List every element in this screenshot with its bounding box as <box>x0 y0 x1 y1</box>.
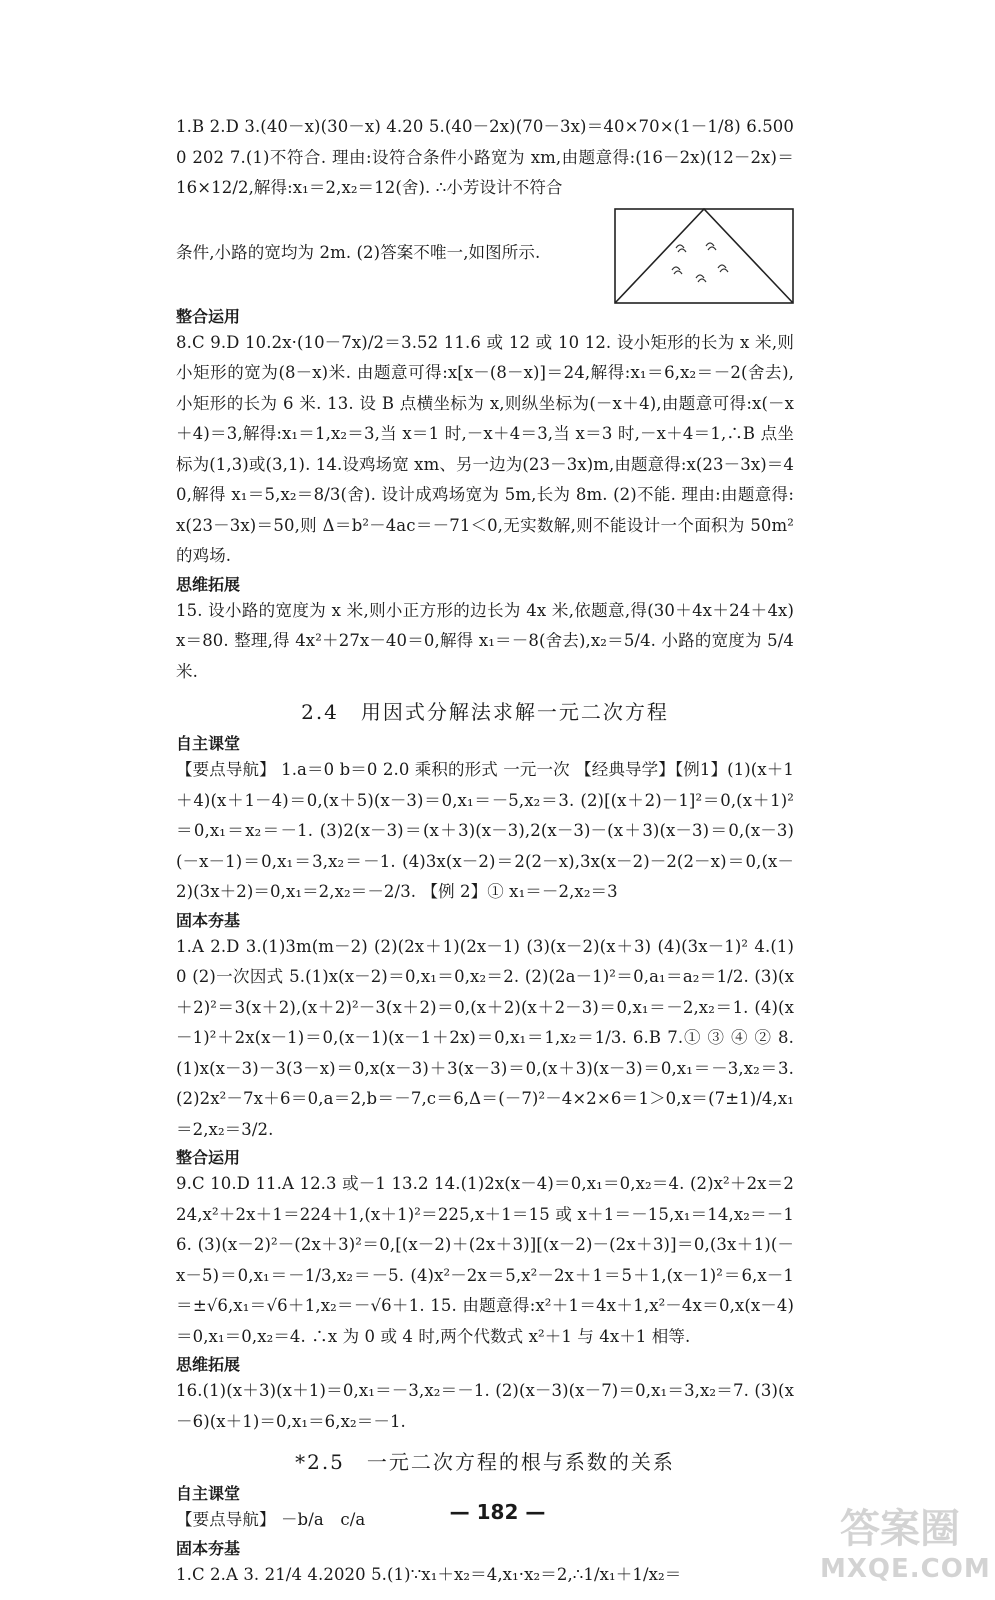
figure-rectangle <box>615 209 793 303</box>
q7-row <box>176 204 794 304</box>
answer-q15: 15. 设小路的宽度为 x 米,则小正方形的边长为 4x 米,依题意,得(30＋4x＋24＋4x)x＝80. 整理,得 4x²＋27x－40＝0,解得 x₁＝－8(舍去),x₂＝5/4. 小路的宽度为 5/4 米. <box>176 600 794 681</box>
answers-q1-8-foundation: 1.A 2.D 3.(1)3m(m－2) (2)(2x＋1)(2x－1) (3)(x－2)(x＋3) (4)(3x－1)² 4.(1)0 (2)一次因式 5.(1)x(x－2)＝0,x₁＝0,x₂＝2. (2)(2a－1)²＝0,a₁＝a₂＝1/2. (3)(x＋2)²＝3(x＋2),(x＋2)²－3(x＋2)＝0,(x＋2)(x＋2－3)＝0,x₁＝－2,x₂＝1. (4)(x－1)²＋2x(x－1)＝0,(x－1)(x－1＋2x)＝0,x₁＝1,x₂＝1/3. 6.B 7.① ③ ④ ② 8.(1)x(x－3)－3(3－x)＝0,x(x－3)＋3(x－3)＝0,(x＋3)(x－3)＝0,x₁＝－3,x₂＝3. (2)2x²－7x＋6＝0,a＝2,b＝－7,c＝6,Δ＝(－7)²－4×2×6＝1＞0,x＝(7±1)/4,x₁＝2,x₂＝3/2. <box>176 936 794 1139</box>
section-header-integrated-2: 整合运用 <box>176 1148 241 1167</box>
answers-key-points-examples: 【要点导航】 1.a＝0 b＝0 2.0 乘积的形式 一元一次 【经典导学】【例1】(1)(x＋1＋4)(x＋1－4)＝0,(x＋5)(x－3)＝0,x₁＝－5,x₂＝3. (2)[(x＋2)－1]²＝0,(x＋1)²＝0,x₁＝x₂＝－1. (3)2(x－3)＝(x＋3)(x－3),2(x－3)－(x＋3)(x－3)＝0,(x－3)(－x－1)＝0,x₁＝3,x₂＝－1. (4)3x(x－2)＝2(2－x),3x(x－2)－2(2－x)＝0,(x－2)(3x＋2)＝0,x₁＝2,x₂＝－2/3. 【例 2】① x₁＝－2,x₂＝3 <box>176 760 794 901</box>
figure-triangle-paths <box>615 209 793 303</box>
grass-icon <box>672 243 728 282</box>
path-design-figure <box>614 208 794 304</box>
section-header-self-study: 自主课堂 <box>176 734 241 753</box>
section-header-foundation-2: 固本夯基 <box>176 1538 241 1558</box>
answers-q1-5-foundation: 1.C 2.A 3. 21/4 4.2020 5.(1)∵x₁＋x₂＝4,x₁·x₂＝2,∴1/x₁＋1/x₂＝ <box>176 1564 682 1584</box>
answer-q16: 16.(1)(x＋3)(x＋1)＝0,x₁＝－3,x₂＝－1. (2)(x－3)(x－7)＝0,x₁＝3,x₂＝7. (3)(x－6)(x＋1)＝0,x₁＝6,x₂＝－1. <box>176 1381 794 1431</box>
watermark-line2: MXQE.COM <box>820 1554 991 1584</box>
answers-q1-7: 1.B 2.D 3.(40－x)(30－x) 4.20 5.(40－2x)(70－3x)＝40×70×(1－1/8) 6.5000 202 7.(1)不符合. 理由:设符合条件小路宽为 xm,由题意得:(16－2x)(12－2x)＝16×12/2,解得:x₁＝2,x₂＝12(舍). ∴小芳设计不符合 <box>176 117 794 197</box>
answer-content <box>176 112 794 1590</box>
watermark-line1: 答案圈 <box>840 1506 960 1552</box>
answer-q7-part2: 条件,小路的宽均为 2m. (2)答案不唯一,如图所示. <box>176 243 541 263</box>
section-header-foundation: 固本夯基 <box>176 910 241 930</box>
page-number: — 182 — <box>449 1500 546 1524</box>
answers-key-points-2-5: 【要点导航】 －b/a c/a <box>176 1510 366 1529</box>
section-header-integrated: 整合运用 <box>176 306 241 326</box>
section-title-2-5: *2.5 一元二次方程的根与系数的关系 <box>295 1450 675 1474</box>
watermark-logo <box>820 1505 991 1590</box>
section-header-extension: 思维拓展 <box>176 574 241 594</box>
section-title-2-4: 2.4 用因式分解法求解一元二次方程 <box>301 700 669 724</box>
section-header-extension-2: 思维拓展 <box>176 1355 241 1374</box>
section-header-self-study-2: 自主课堂 <box>176 1484 241 1503</box>
answers-q9-15: 9.C 10.D 11.A 12.3 或－1 13.2 14.(1)2x(x－4)＝0,x₁＝0,x₂＝4. (2)x²＋2x＝224,x²＋2x＋1＝224＋1,(x＋1)²＝225,x＋1＝15 或 x＋1＝－15,x₁＝14,x₂＝－16. (3)(x－2)²－(2x＋3)²＝0,[(x－2)＋(2x＋3)][(x－2)－(2x＋3)]＝0,(3x＋1)(－x－5)＝0,x₁＝－1/3,x₂＝－5. (4)x²－2x＝5,x²－2x＋1＝5＋1,(x－1)²＝6,x－1＝±√6,x₁＝√6＋1,x₂＝－√6＋1. 15. 由题意得:x²＋1＝4x＋1,x²－4x＝0,x(x－4)＝0,x₁＝0,x₂＝4. ∴x 为 0 或 4 时,两个代数式 x²＋1 与 4x＋1 相等. <box>176 1174 794 1346</box>
answers-q8-14: 8.C 9.D 10.2x·(10－7x)/2＝3.52 11.6 或 12 或 10 12. 设小矩形的长为 x 米,则小矩形的宽为(8－x)米. 由题意可得:x[x－(8－x)]＝24,解得:x₁＝6,x₂＝－2(舍去),小矩形的长为 6 米. 13. 设 B 点横坐标为 x,则纵坐标为(－x＋4),由题意可得:x(－x＋4)＝3,解得:x₁＝1,x₂＝3,当 x＝1 时,－x＋4＝3,当 x＝3 时,－x＋4＝1,∴B 点坐标为(1,3)或(3,1). 14.设鸡场宽 xm、另一边为(23－3x)m,由题意得:x(23－3x)＝40,解得 x₁＝5,x₂＝8/3(舍). 设计成鸡场宽为 5m,长为 8m. (2)不能. 理由:由题意得:x(23－3x)＝50,则 Δ＝b²－4ac＝－71＜0,无实数解,则不能设计一个面积为 50m² 的鸡场. <box>176 332 794 565</box>
